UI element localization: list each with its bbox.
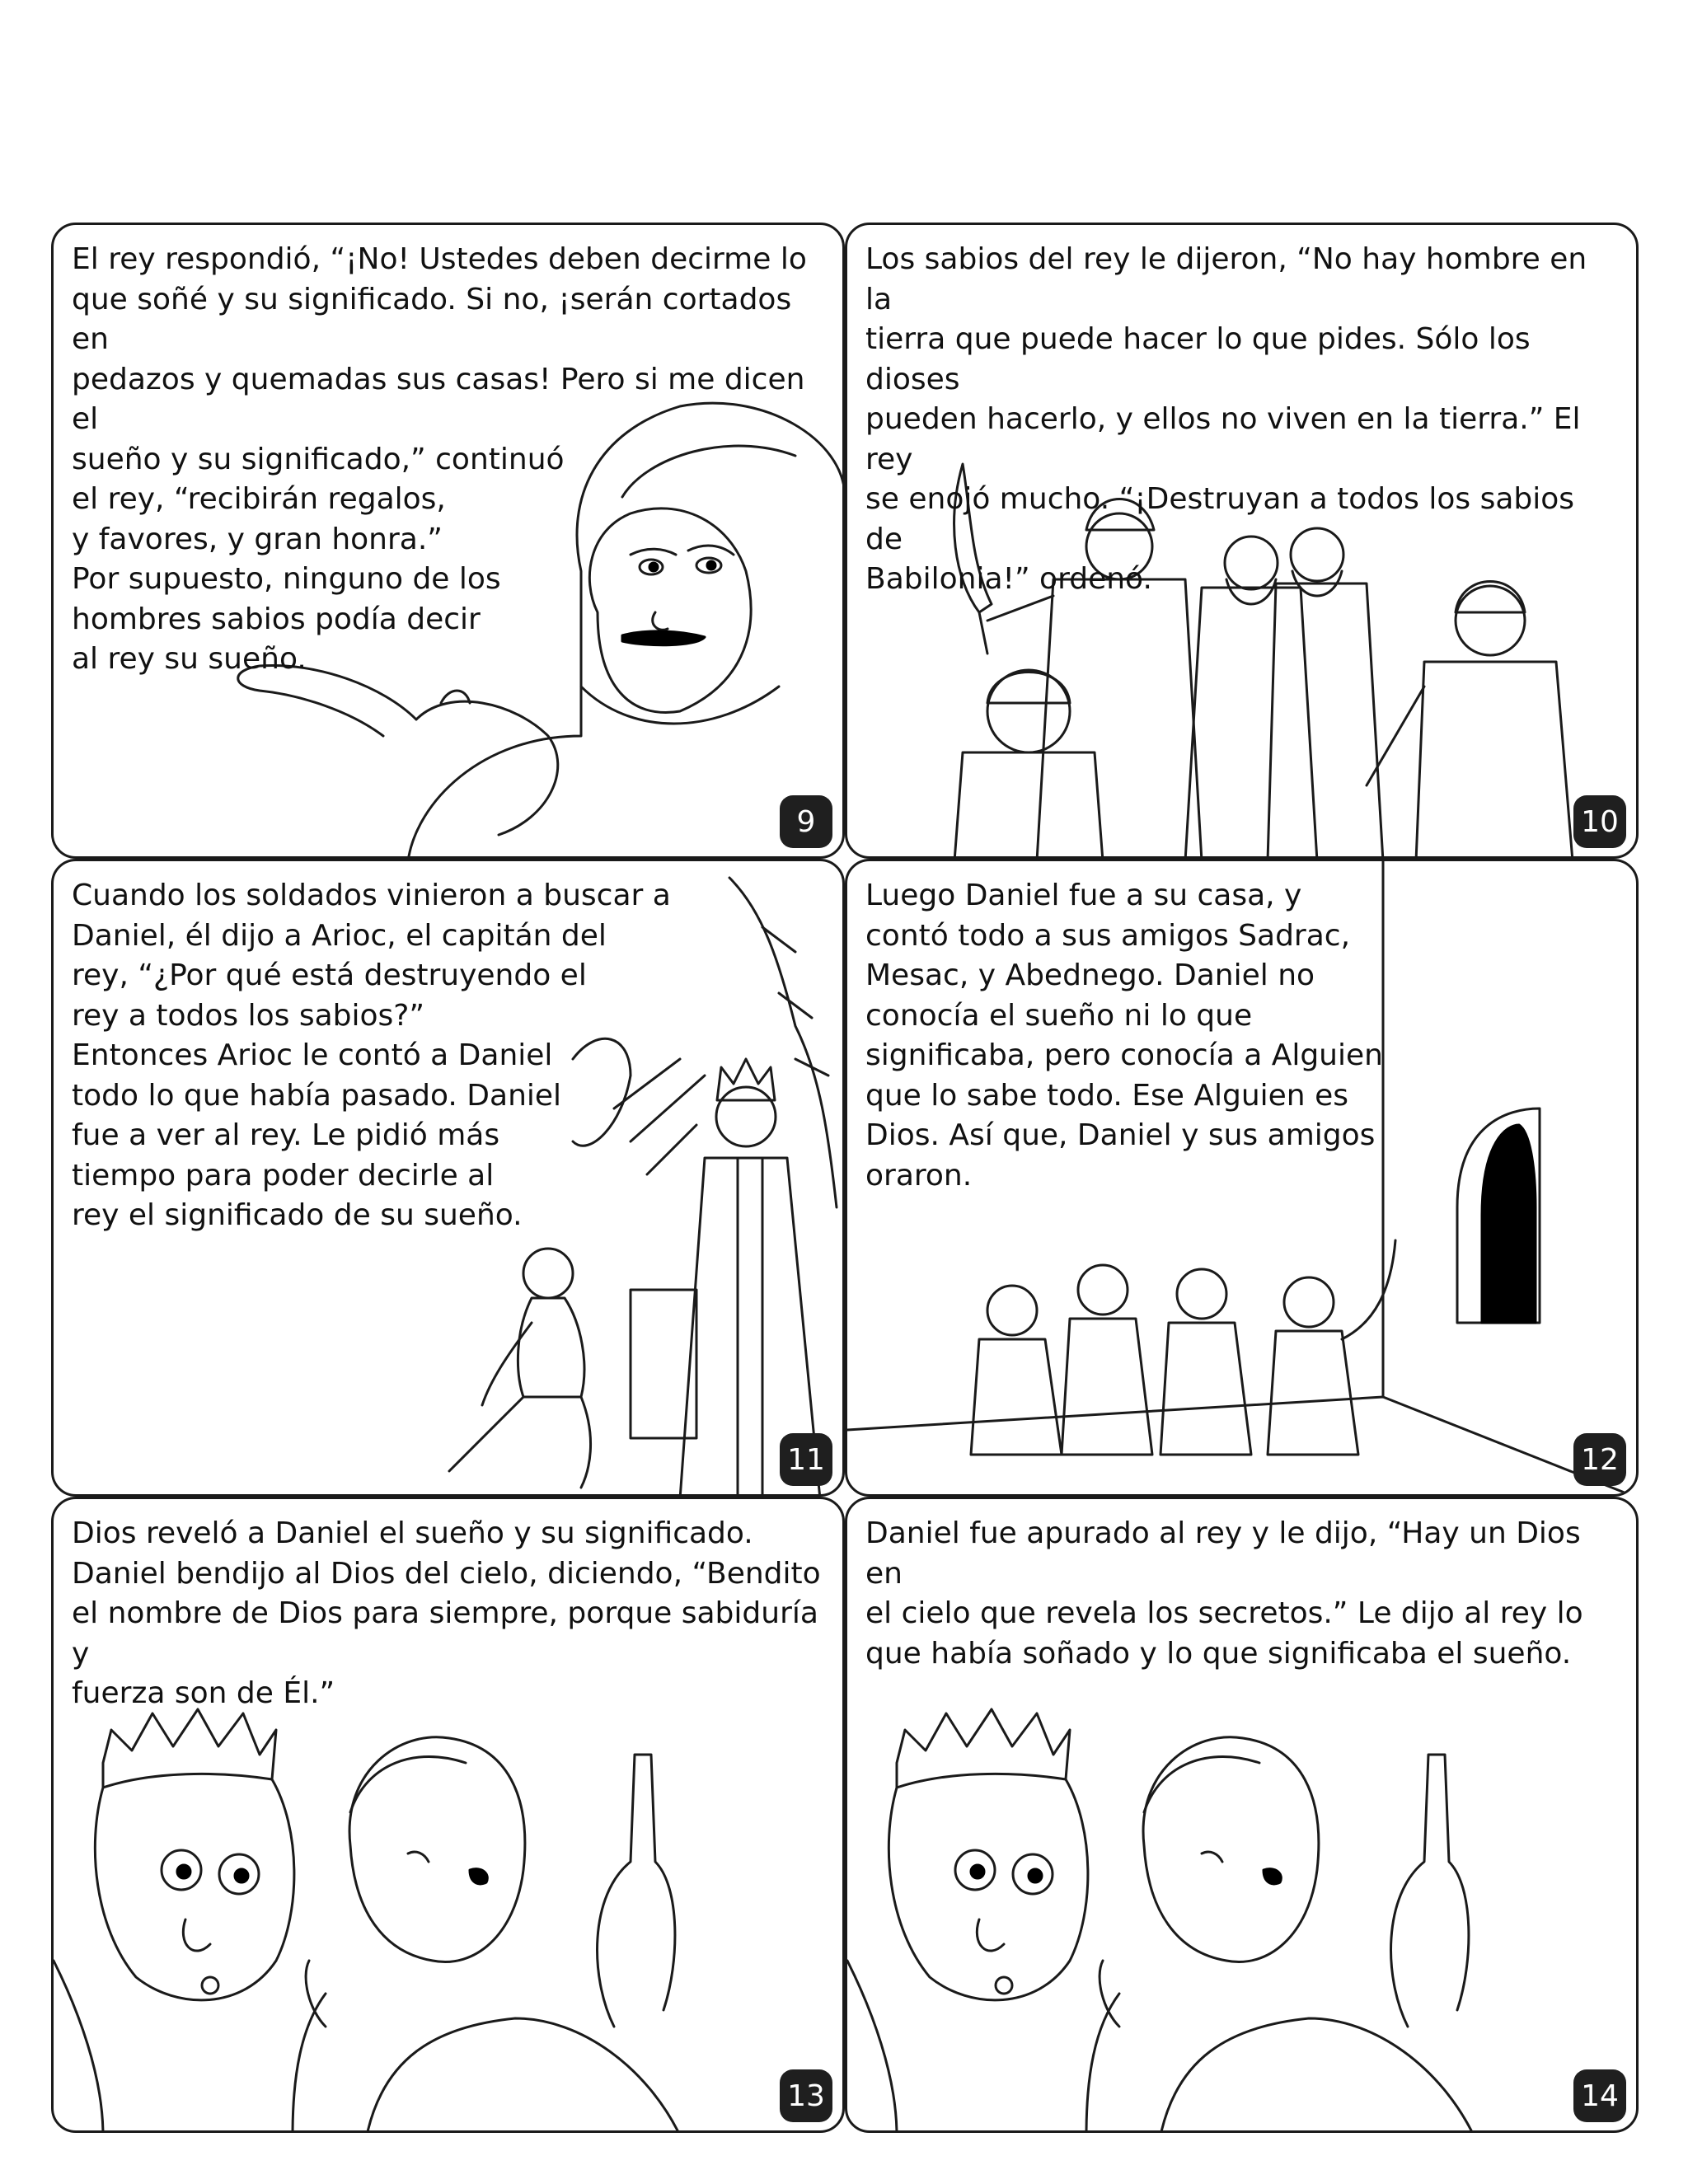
panel-number-badge: 11: [780, 1433, 832, 1486]
panel-text: Los sabios del rey le dijeron, “No hay hombre en la tierra que puede hacer lo que pides. Sólo los dioses pueden hacerlo, y ellos no viven en la tierra.” El rey se enojó mucho. “¡Destruyan a todos los sabios de Babilonia!” ordenó.: [865, 242, 1587, 596]
panel-text: El rey respondió, “¡No! Ustedes deben decirme lo que soñé y su significado. Si no, ¡serán cortados en pedazos y quemadas sus casas! Pero si me dicen el sueño y su significado,” continuó el rey, “recibirán regalos, y favores, y gran honra.” Por supuesto, ninguno de los hombres sabios podía decir al rey su sueño.: [72, 242, 807, 676]
panel-number-badge: 14: [1573, 2069, 1626, 2122]
panel-text: Dios reveló a Daniel el sueño y su significado. Daniel bendijo al Dios del cielo, diciendo, “Bendito el nombre de Dios para siempre, porque sabiduría y fuerza son de Él.”: [72, 1516, 821, 1710]
panel-text: Daniel fue apurado al rey y le dijo, “Hay un Dios en el cielo que revela los secretos.” Le dijo al rey lo que había soñado y lo que significaba el sueño.: [865, 1516, 1583, 1671]
panel-number-badge: 12: [1573, 1433, 1626, 1486]
panel-text: Luego Daniel fue a su casa, y contó todo a sus amigos Sadrac, Mesac, y Abednego. Daniel no conocía el sueño ni lo que significaba, pero conocía a Alguien que lo sabe todo. Ese Alguien es Dios. Así que, Daniel y sus amigos oraron.: [865, 879, 1383, 1193]
comic-panel-9: [51, 223, 845, 859]
panel-text: Cuando los soldados vinieron a buscar a Daniel, él dijo a Arioc, el capitán del rey, “¿Por qué está destruyendo el rey a todos los sabios?” Entonces Arioc le contó a Daniel todo lo que había pasado. Daniel fue a ver al rey. Le pidió más tiempo para poder decirle al rey el significado de su sueño.: [72, 879, 671, 1232]
comic-panel-14: [845, 1497, 1639, 2133]
comic-panel-13: [51, 1497, 845, 2133]
panel-number-badge: 13: [780, 2069, 832, 2122]
comic-panel-11: [51, 859, 845, 1497]
panel-number-badge: 10: [1573, 795, 1626, 848]
comic-panel-10: [845, 223, 1639, 859]
panel-number-badge: 9: [780, 795, 832, 848]
comic-panel-12: [845, 859, 1639, 1497]
